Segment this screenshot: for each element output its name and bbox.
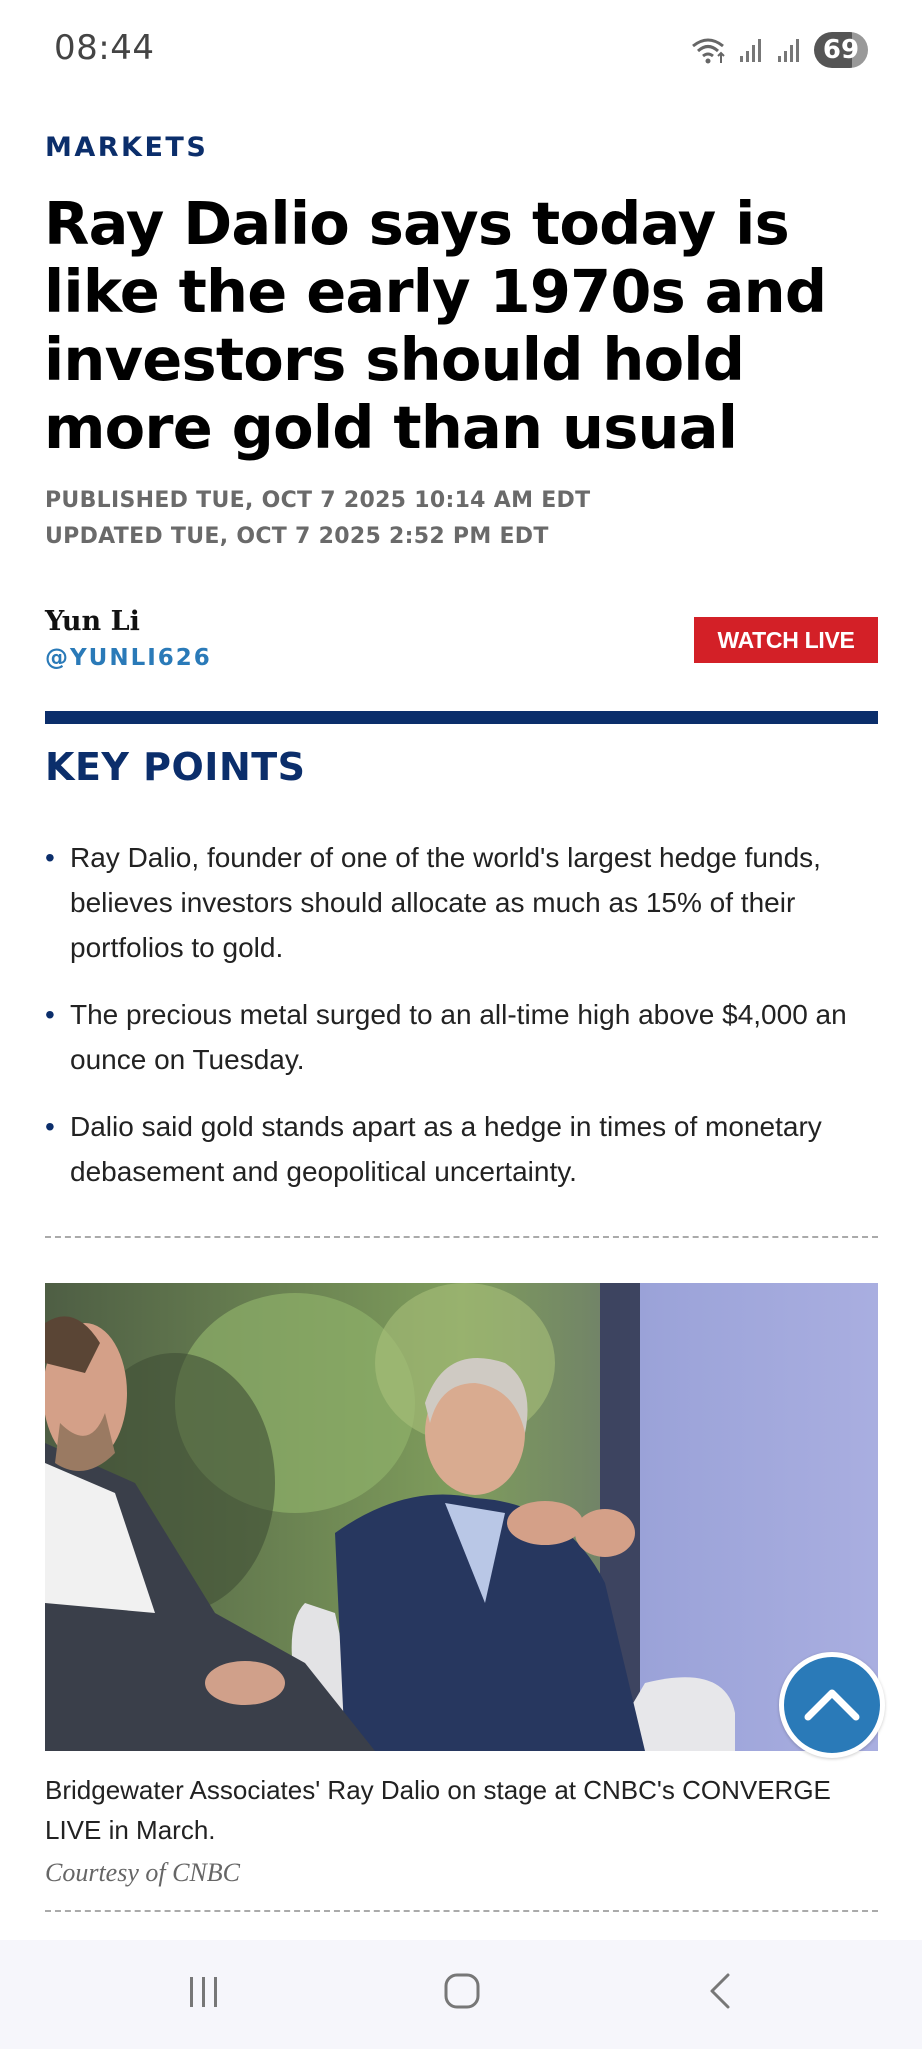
- status-time: 08:44: [54, 28, 155, 68]
- signal-icon: [738, 36, 766, 64]
- photo-caption: Bridgewater Associates' Ray Dalio on stage at CNBC's CONVERGE LIVE in March.: [45, 1775, 831, 1845]
- back-icon: [700, 1971, 740, 2016]
- article-headline: Ray Dalio says today is like the early 1970s and investors should hold more gold than usual: [44, 189, 827, 462]
- key-points-bar: [45, 711, 878, 724]
- back-button[interactable]: [690, 1968, 750, 2018]
- home-button[interactable]: [432, 1968, 492, 2018]
- key-points-title: KEY POINTS: [45, 745, 306, 789]
- signal-icon: [776, 36, 804, 64]
- key-point-text: The precious metal surged to an all-time high above $4,000 an ounce on Tuesday.: [70, 999, 847, 1075]
- scroll-to-top-button[interactable]: [779, 1652, 885, 1758]
- system-nav-bar: [0, 1940, 922, 2049]
- author-name[interactable]: Yun Li: [45, 606, 140, 637]
- recent-apps-button[interactable]: [174, 1968, 234, 2018]
- key-points-list: [45, 835, 885, 1216]
- key-point-item: [45, 1104, 885, 1194]
- photo-credit: Courtesy of CNBC: [45, 1858, 241, 1887]
- article-photo[interactable]: [45, 1283, 878, 1751]
- key-point-text: Ray Dalio, founder of one of the world's largest hedge funds, believes investors should allocate as much as 15% of their portfolios to gold.: [70, 842, 821, 963]
- key-point-item: [45, 835, 885, 970]
- watch-live-button[interactable]: WATCH LIVE: [694, 617, 878, 663]
- author-handle[interactable]: @YUNLI626: [45, 645, 212, 671]
- bullet-icon: •: [45, 999, 55, 1030]
- bullet-icon: •: [45, 842, 55, 873]
- battery-icon: 69: [814, 32, 868, 68]
- section-label[interactable]: MARKETS: [45, 132, 209, 163]
- wifi-icon: [690, 35, 728, 65]
- bullet-icon: •: [45, 1111, 55, 1142]
- chevron-up-icon: [802, 1683, 862, 1728]
- home-icon: [442, 1971, 482, 2016]
- recent-apps-icon: [184, 1971, 224, 2016]
- status-bar: [0, 0, 922, 100]
- status-icons: [690, 30, 868, 70]
- divider: [45, 1236, 878, 1238]
- divider: [45, 1910, 878, 1912]
- key-point-text: Dalio said gold stands apart as a hedge in times of monetary debasement and geopolitical uncertainty.: [70, 1111, 822, 1187]
- key-point-item: [45, 992, 885, 1082]
- updated-date: UPDATED TUE, OCT 7 2025 2:52 PM EDT: [45, 524, 549, 549]
- published-date: PUBLISHED TUE, OCT 7 2025 10:14 AM EDT: [45, 488, 591, 513]
